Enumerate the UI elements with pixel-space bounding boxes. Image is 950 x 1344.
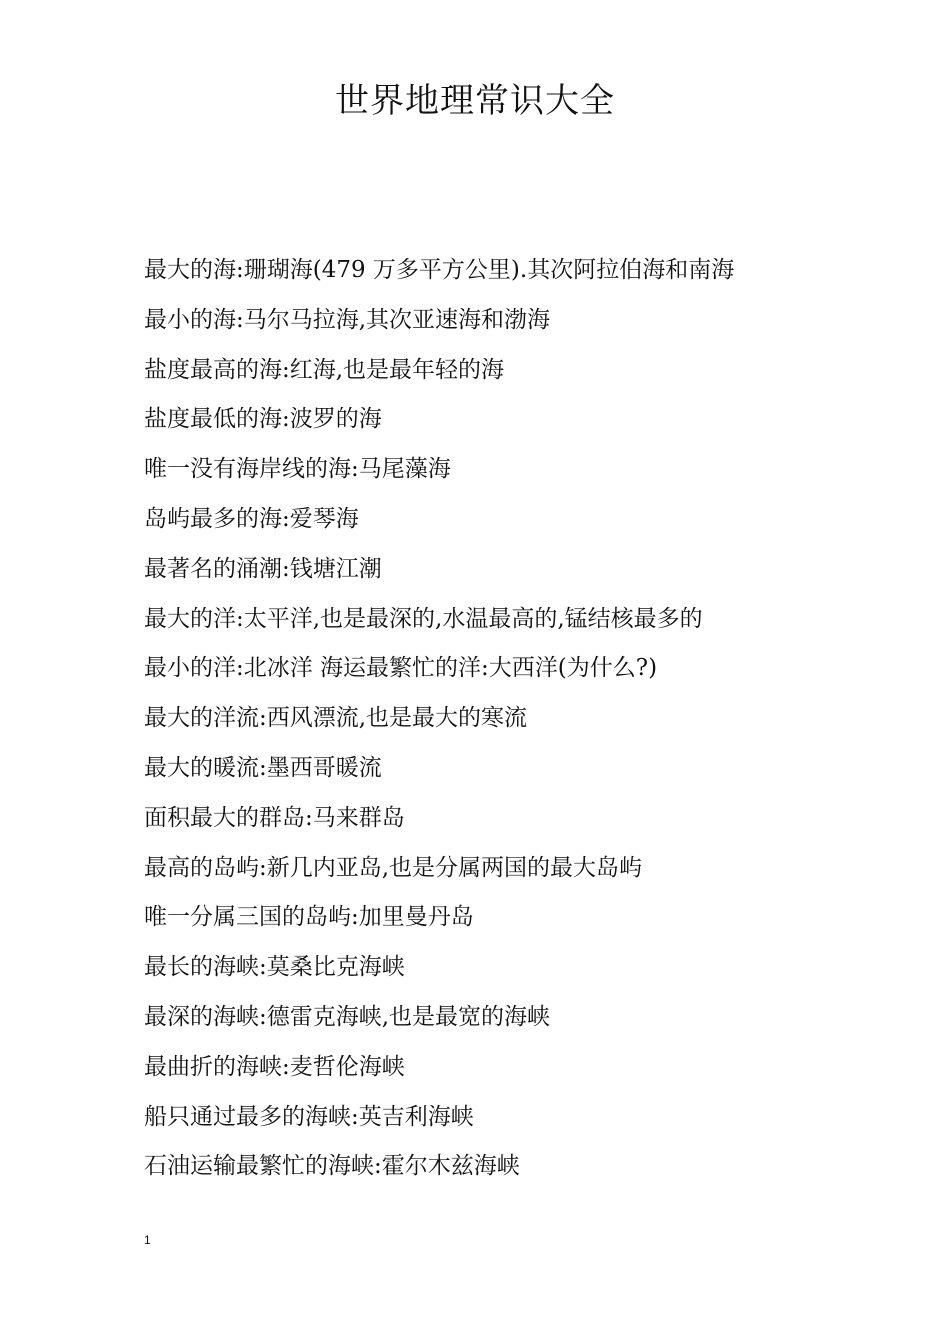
fact-line: 最大的暖流:墨西哥暖流 [144,754,382,781]
fact-line: 最小的洋:北冰洋 海运最繁忙的洋:大西洋(为什么?) [144,655,658,682]
fact-line: 盐度最高的海:红海,也是最年轻的海 [144,356,505,383]
fact-line: 最著名的涌潮:钱塘江潮 [144,555,382,582]
page-number: 1 [144,1233,151,1247]
fact-line: 最小的海:马尔马拉海,其次亚速海和渤海 [144,306,551,333]
fact-line: 岛屿最多的海:爱琴海 [144,505,359,532]
fact-line: 最曲折的海峡:麦哲伦海峡 [144,1053,405,1080]
fact-line: 最高的岛屿:新几内亚岛,也是分属两国的最大岛屿 [144,854,643,881]
fact-list [144,246,844,1192]
fact-line: 最大的洋:太平洋,也是最深的,水温最高的,锰结核最多的 [144,605,703,632]
fact-line: 石油运输最繁忙的海峡:霍尔木兹海峡 [144,1153,520,1180]
fact-line: 盐度最低的海:波罗的海 [144,406,382,433]
fact-line: 唯一没有海岸线的海:马尾藻海 [144,456,451,483]
fact-line: 最长的海峡:莫桑比克海峡 [144,954,405,981]
page-title: 世界地理常识大全 [335,81,615,121]
fact-line: 唯一分属三国的岛屿:加里曼丹岛 [144,904,474,931]
fact-line: 最大的海:珊瑚海(479 万多平方公里).其次阿拉伯海和南海 [144,257,735,283]
fact-line: 最深的海峡:德雷克海峡,也是最宽的海峡 [144,1003,551,1030]
fact-line: 面积最大的群岛:马来群岛 [144,804,405,831]
fact-line: 船只通过最多的海峡:英吉利海峡 [144,1103,474,1130]
fact-line: 最大的洋流:西风漂流,也是最大的寒流 [144,705,528,732]
